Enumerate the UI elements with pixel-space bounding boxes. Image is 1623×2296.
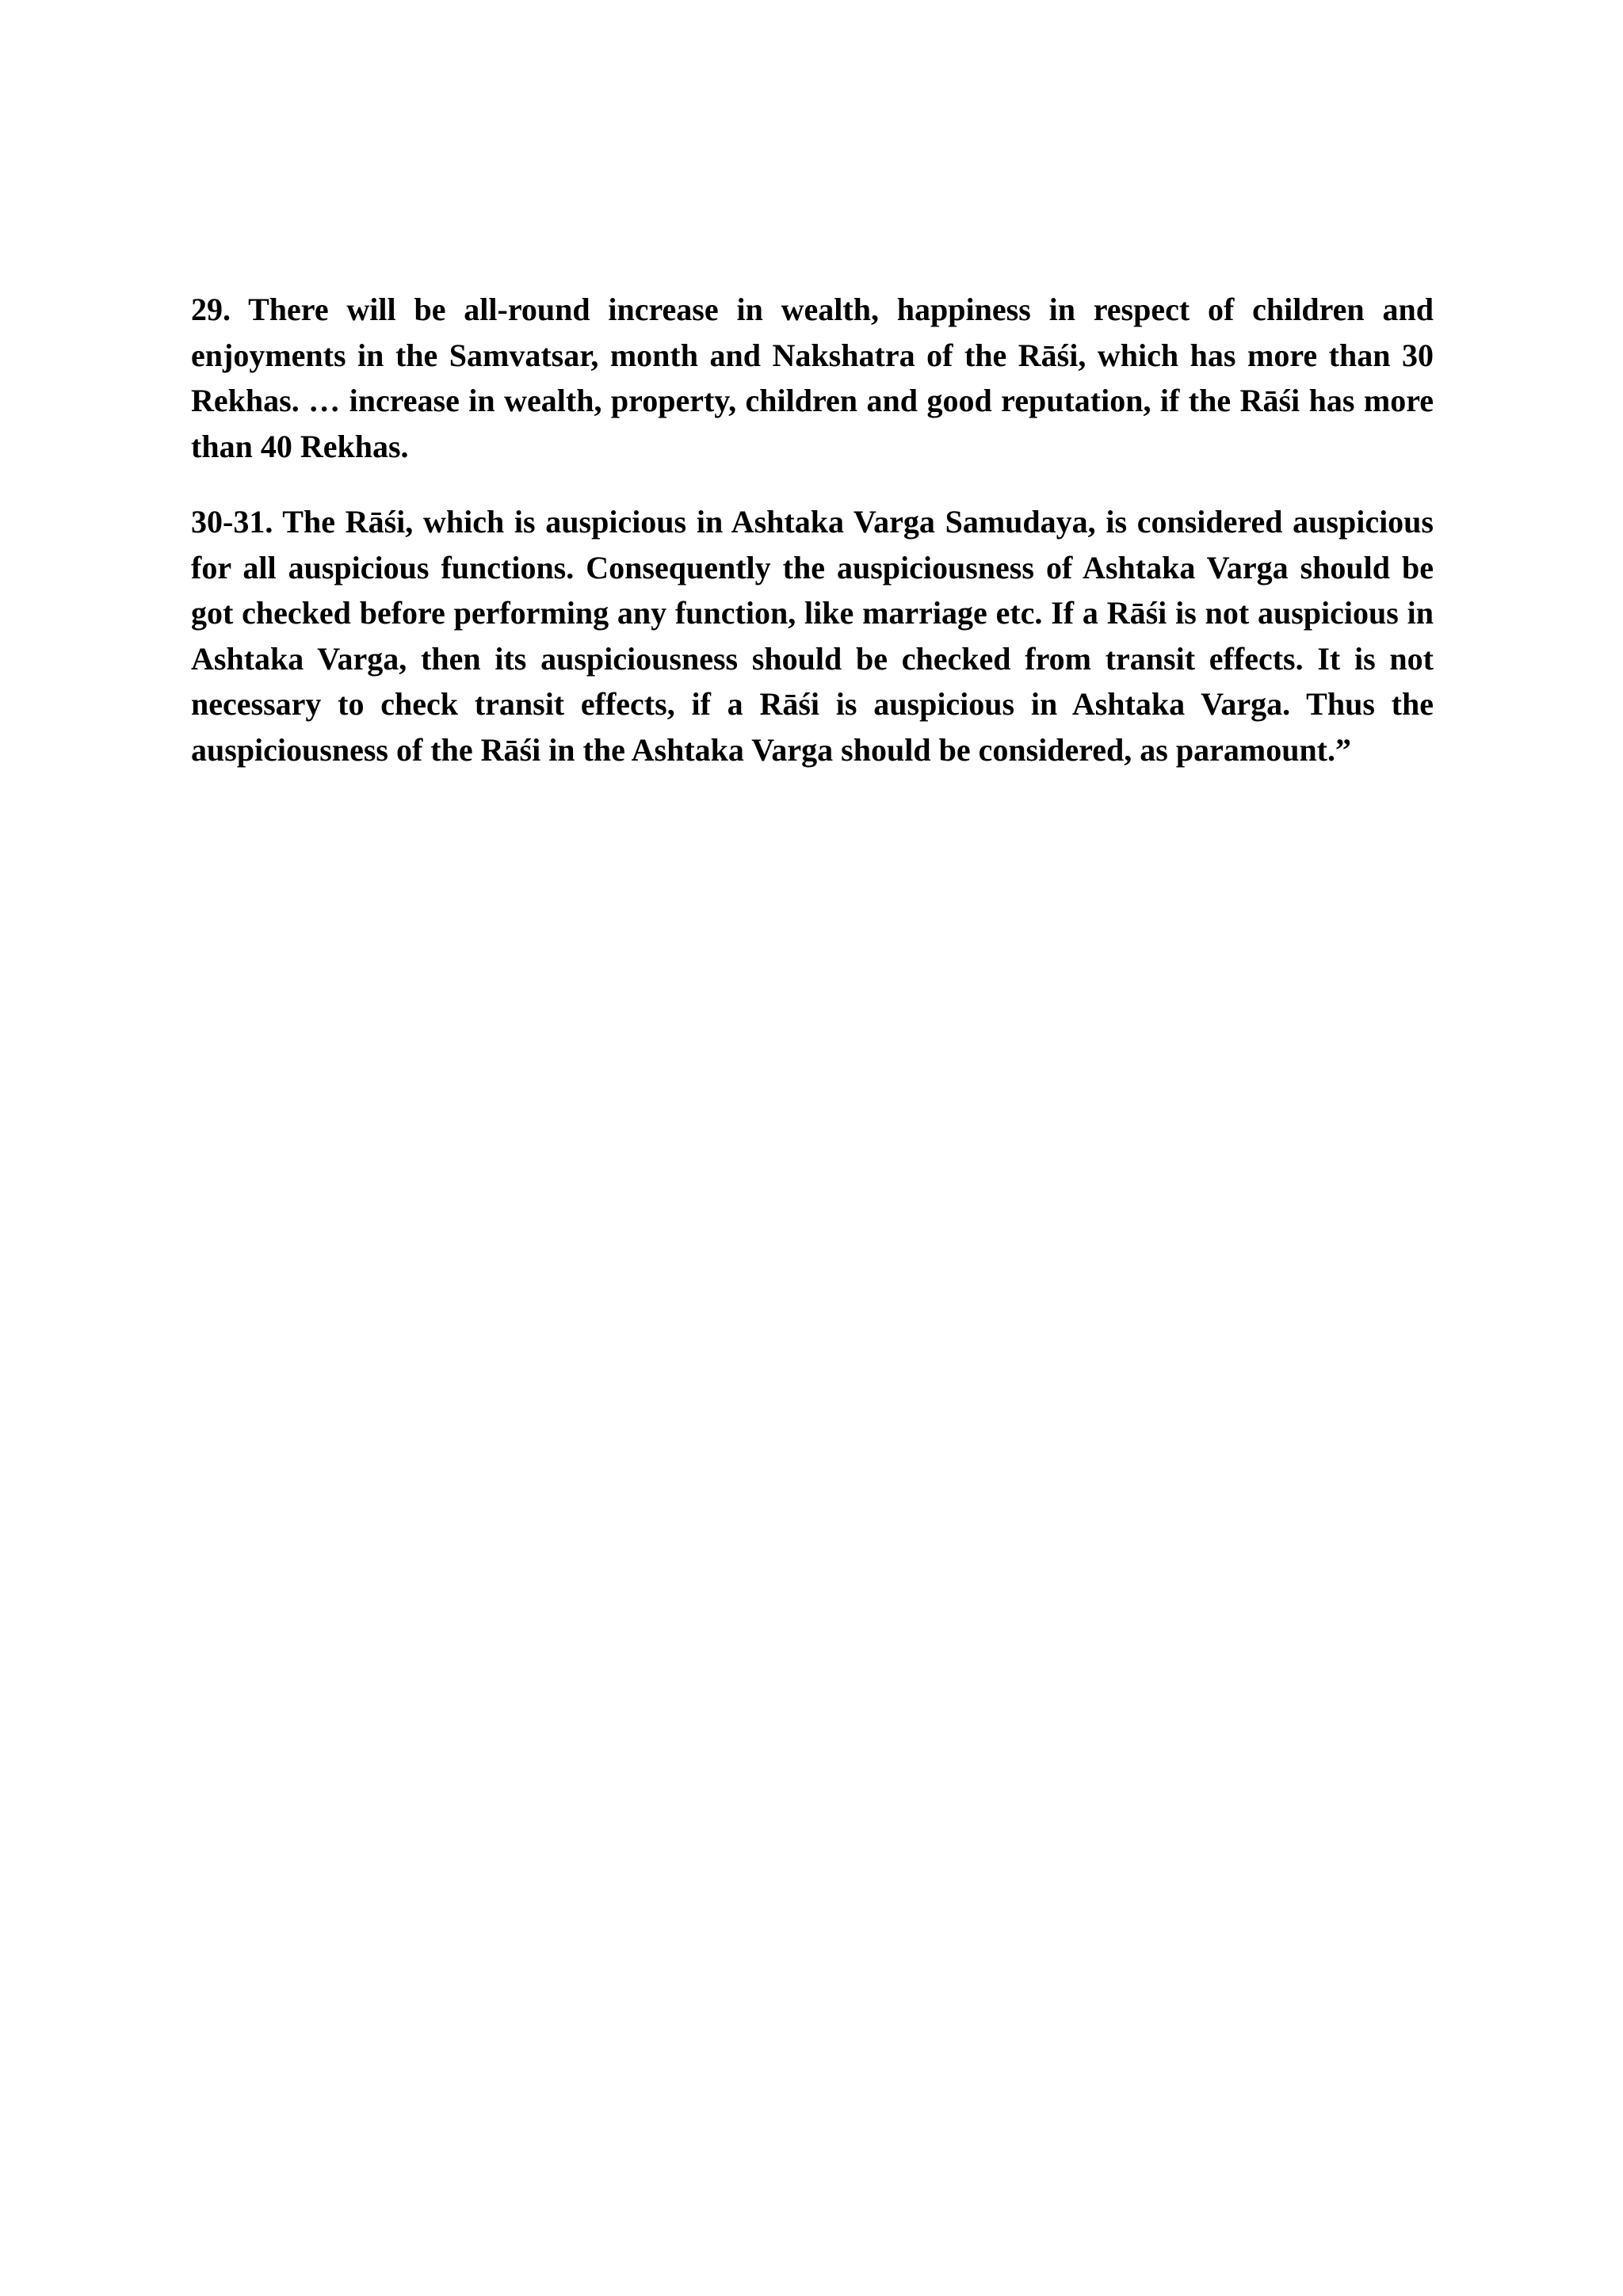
document-body [191,287,1434,803]
paragraph-30-31: 30-31. The Rāśi, which is auspicious in Ashtaka Varga Samudaya, is considered auspicious for all auspicious functions. Consequently the auspiciousness of Ashtaka Varga should be got checked before performing any function, like marriage etc. If a Rāśi is not auspicious in Ashtaka Varga, then its auspiciousness should be checked from transit effects. It is not necessary to check transit effects, if a Rāśi is auspicious in Ashtaka Varga. Thus the auspiciousness of the Rāśi in the Ashtaka Varga should be considered, as paramount.” [191,504,1434,768]
paragraph-29: 29. There will be all-round increase in wealth, happiness in respect of children and enjoyments in the Samvatsar, month and Nakshatra of the Rāśi, which has more than 30 Rekhas. … increase in wealth, property, children and good reputation, if the Rāśi has more than 40 Rekhas. [191,292,1434,464]
